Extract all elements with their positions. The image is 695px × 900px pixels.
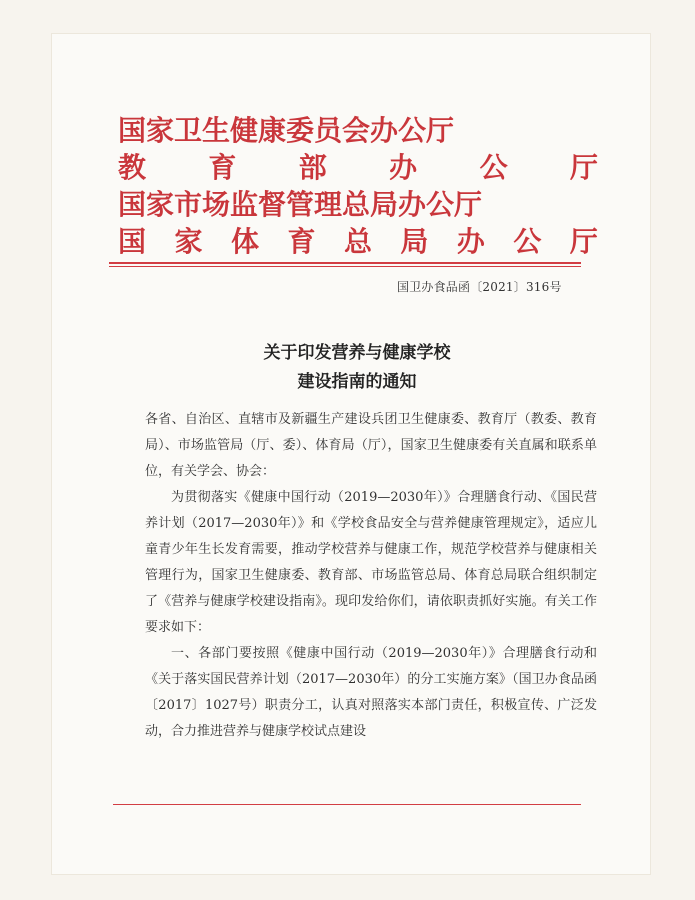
document-body — [145, 407, 597, 745]
footer-divider — [113, 804, 581, 805]
document-number: 国卫办食品函〔2021〕316号 — [397, 280, 562, 294]
header-divider-top — [109, 262, 581, 264]
salutation-paragraph: 各省、自治区、直辖市及新疆生产建设兵团卫生健康委、教育厅（教委、教育局）、市场监管局（厅、委）、体育局（厅），国家卫生健康委有关直属和联系单位，有关学会、协会： — [145, 412, 597, 479]
issuer-char: 国 — [118, 225, 147, 258]
header-divider-bottom — [109, 266, 581, 267]
issuer-char: 家 — [174, 225, 203, 258]
body-paragraph-1: 为贯彻落实《健康中国行动（2019—2030年）》合理膳食行动、《国民营养计划（2017—2030年）》和《学校食品安全与营养健康管理规定》，适应儿童青少年生长发育需要，推动学校营养与健康工作，规范学校营养与健康相关管理行为，国家卫生健康委、教育部、市场监管总局、体育总局联合组织制定了《营养与健康学校建设指南》。现印发给你们，请依职责抓好实施。有关工作要求如下： — [145, 490, 597, 635]
issuer-char: 公 — [479, 151, 508, 184]
issuer-name-health-commission: 国家卫生健康委员会办公厅 — [118, 114, 455, 147]
title-line-1: 关于印发营养与健康学校 — [263, 343, 451, 363]
document-title — [232, 339, 482, 397]
issuer-char: 厅 — [569, 151, 598, 184]
issuer-line-sports-administration — [118, 223, 598, 260]
issuer-char: 体 — [230, 225, 259, 258]
title-line-2: 建设指南的通知 — [297, 372, 417, 392]
issuer-char: 教 — [118, 151, 147, 184]
issuer-line-health-commission — [118, 112, 598, 149]
issuer-char: 部 — [298, 151, 327, 184]
issuer-char: 局 — [400, 225, 429, 258]
issuer-line-education-ministry — [118, 149, 598, 186]
issuer-char: 办 — [456, 225, 485, 258]
issuer-char: 总 — [343, 225, 372, 258]
issuer-line-market-regulation — [118, 186, 598, 223]
issuer-char: 育 — [208, 151, 237, 184]
issuer-char: 公 — [513, 225, 542, 258]
issuer-char: 办 — [389, 151, 418, 184]
issuer-char: 厅 — [569, 225, 598, 258]
issuer-name-market-regulation: 国家市场监督管理总局办公厅 — [118, 188, 483, 221]
issuer-char: 育 — [287, 225, 316, 258]
body-paragraph-2: 一、各部门要按照《健康中国行动（2019—2030年）》合理膳食行动和《关于落实国民营养计划（2017—2030年）的分工实施方案》（国卫办食品函〔2017〕1027号）职责分工，认真对照落实本部门责任，积极宣传、广泛发动，合力推进营养与健康学校试点建设 — [145, 646, 597, 739]
document-header — [118, 112, 598, 260]
